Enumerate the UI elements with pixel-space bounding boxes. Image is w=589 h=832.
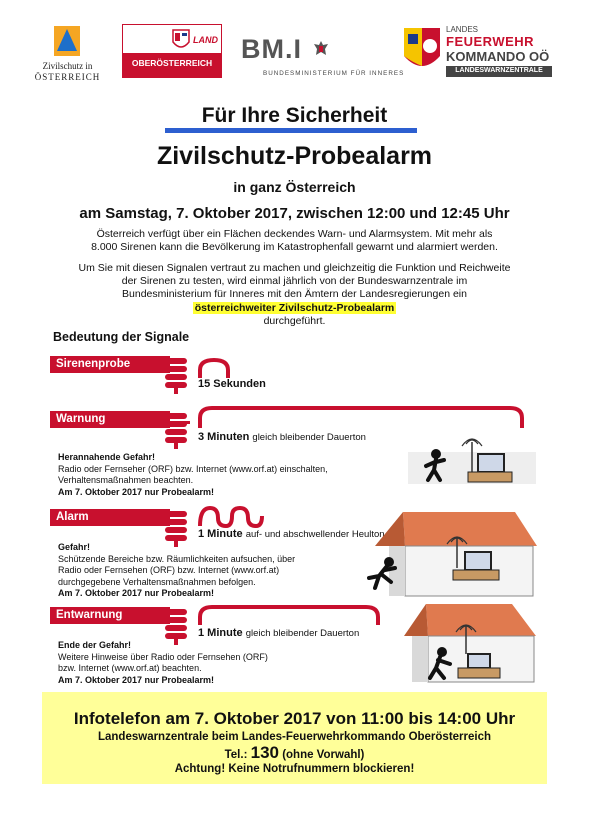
intro-paragraph-1 xyxy=(30,228,559,254)
scope-subtitle: in ganz Österreich xyxy=(233,179,356,195)
signal-label-warnung: Warnung xyxy=(50,411,170,428)
signals-section-title: Bedeutung der Signale xyxy=(53,330,190,344)
intro-p1-line1: Österreich verfügt über ein Flächen deckendes Warn- und Alarmsystem. Mit mehr als xyxy=(96,228,493,240)
intro-paragraph-2 xyxy=(30,262,559,328)
intro-highlight: österreichweiter Zivilschutz-Probealarm xyxy=(194,302,395,314)
tone-curve-wave xyxy=(196,504,266,528)
land-ooe-logo xyxy=(122,24,222,78)
tone-curve-steady xyxy=(196,404,530,430)
page-title: Zivilschutz-Probealarm xyxy=(156,142,433,170)
tone-curve-steady-short xyxy=(196,603,386,627)
house-icon xyxy=(400,600,540,685)
zivilschutz-line2: ÖSTERREICH xyxy=(34,72,101,82)
signal-desc-alarm: Gefahr! Schützende Bereiche bzw. Räumlichkeiten aufsuchen, über Radio oder Fernsehen (ORF) bzw. Internet (www.orf.at) durchgegebene Verhaltensmaßnahmen befolgen. Am 7. Oktober 2017 nur Probealarm! xyxy=(58,542,296,598)
intro-p2-line1: Um Sie mit diesen Signalen vertraut zu machen und gleichzeitig die Funktion und Reichweite xyxy=(78,262,511,274)
intro-p2-line2: der Sirenen zu testen, wird einmal jährlich von der Bundeswarnzentrale im xyxy=(121,275,468,287)
signal-duration-alarm: 1 Minute auf- und abschwellender Heulton xyxy=(198,528,385,540)
signal-desc-warnung: Herannahende Gefahr! Radio oder Fernseher (ORF) bzw. Internet (www.orf.at) einschalten, Verhaltensmaßnahmen beachten. Am 7. Oktober 2017 nur Probealarm! xyxy=(58,452,328,497)
feuerwehr-line3: KOMMANDO OÖ xyxy=(446,49,550,64)
kicker-heading: Für Ihre Sicherheit xyxy=(201,104,388,127)
info-tel-label: Tel.: xyxy=(224,749,248,761)
info-tel-number: 130 xyxy=(250,743,279,762)
land-ooe-line2: OBERÖSTERREICH xyxy=(131,58,213,68)
intro-p2-end: durchgeführt. xyxy=(263,315,326,327)
info-line1: Landeswarnzentrale beim Landes-Feuerwehrkommando Oberösterreich xyxy=(97,731,492,743)
eagle-icon xyxy=(313,40,329,58)
zivilschutz-line1: Zivilschutz in xyxy=(42,61,93,71)
info-tel-note: (ohne Vorwahl) xyxy=(282,749,365,761)
info-warning: Achtung! Keine Notrufnummern blockieren! xyxy=(174,763,415,775)
signal-duration-entwarnung: 1 Minute gleich bleibender Dauerton xyxy=(198,627,360,639)
signal-desc-entwarnung: Ende der Gefahr! Weitere Hinweise über Radio oder Fernsehen (ORF) bzw. Internet (www.orf.at) beachten. Am 7. Oktober 2017 nur Probealarm! xyxy=(58,640,268,685)
signal-label-sirenenprobe: Sirenenprobe xyxy=(50,356,170,373)
signal-duration-warnung: 3 Minuten gleich bleibender Dauerton xyxy=(198,431,366,443)
tone-curve-short xyxy=(196,356,236,380)
feuerwehr-line2: FEUERWEHR xyxy=(446,34,535,49)
feuerwehr-logo xyxy=(402,24,552,80)
signal-label-alarm: Alarm xyxy=(50,509,170,526)
zivilschutz-triangle-icon xyxy=(30,22,105,62)
bmi-subtitle: BUNDESMINISTERIUM FÜR INNERES xyxy=(263,70,405,77)
warnung-scene xyxy=(408,432,538,484)
kicker-underline xyxy=(165,128,417,133)
house-icon xyxy=(365,506,540,598)
coat-of-arms-icon xyxy=(171,28,191,52)
infotelefon-box xyxy=(42,692,547,784)
land-ooe-line1: LAND xyxy=(193,35,218,45)
date-line: am Samstag, 7. Oktober 2017, zwischen 12:00 und 12:45 Uhr xyxy=(79,205,510,222)
bmi-logo xyxy=(241,34,405,78)
feuerwehr-shield-icon xyxy=(402,26,442,76)
feuerwehr-line1: LANDES xyxy=(446,25,479,34)
info-tel-line xyxy=(42,745,547,763)
signal-duration-sirenenprobe: 15 Sekunden xyxy=(198,378,266,390)
info-title: Infotelefon am 7. Oktober 2017 von 11:00 bis 14:00 Uhr xyxy=(73,709,516,728)
zivilschutz-logo xyxy=(30,22,105,82)
bmi-name: BM.I xyxy=(241,34,302,64)
feuerwehr-line4: LANDESWARNZENTRALE xyxy=(455,67,543,74)
signal-label-entwarnung: Entwarnung xyxy=(50,607,170,624)
intro-p2-line3: Bundesministerium für Inneres mit den Ämtern der Landesregierungen ein xyxy=(122,288,467,300)
intro-p1-line2: 8.000 Sirenen kann die Bevölkerung im Katastrophenfall gewarnt und alarmiert werden. xyxy=(91,241,498,253)
